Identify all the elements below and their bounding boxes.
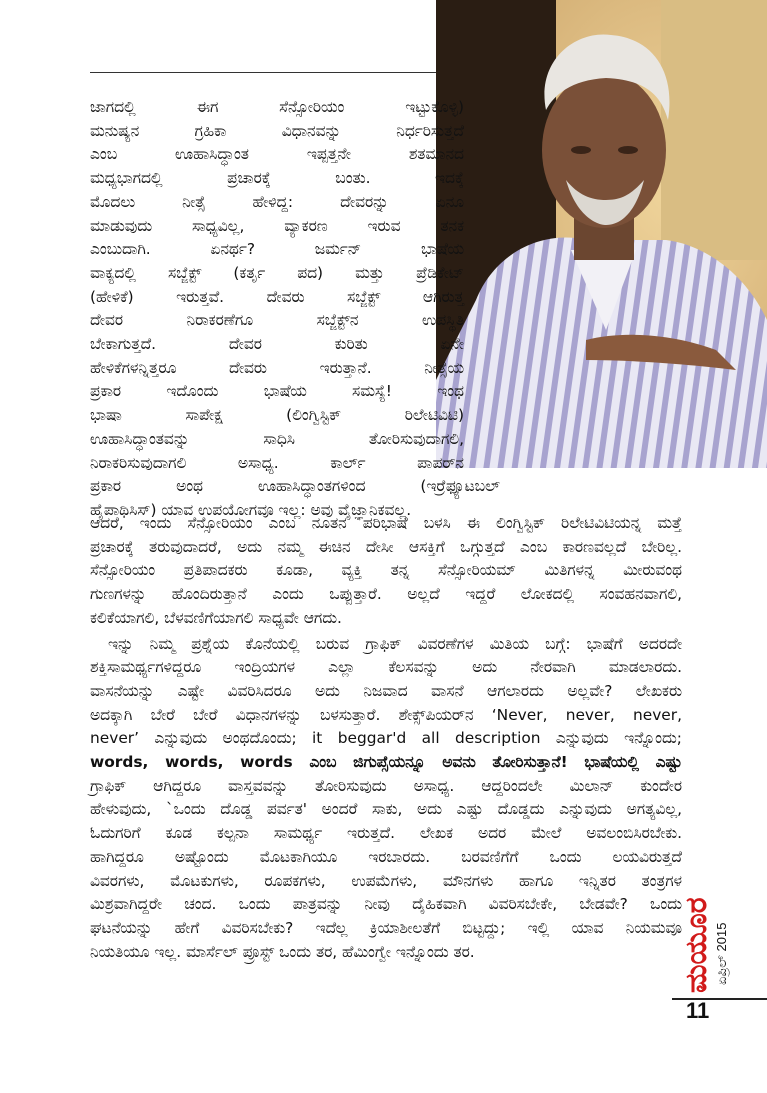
header-rule bbox=[90, 72, 460, 73]
article-line: ಹೈಪಾಥಿಸಿಸ್) ಯಾವ ಉಪಯೋಗವೂ ಇಲ್ಲ: ಅವು ವೈಜ್ಞಾನಿಕವಲ್ಲ. bbox=[90, 500, 412, 519]
article-line: ಅದಕ್ಕಾಗಿ ಬೇರೆ ಬೇರೆ ವಿಧಾನಗಳನ್ನು ಬಳಸುತ್ತಾರೆ. ಶೇಕ್ಸ್‌ಪಿಯರ್‌ನ ‘Never, never, never, bbox=[90, 705, 682, 724]
article-line: ಮಿಶ್ರವಾಗಿದ್ದರೇ ಚಂದ. ಒಂದು ಪಾತ್ರವನ್ನು ನೀವು ದೈಹಿಕವಾಗಿ ವಿವರಿಸಬೇಕೇ, ಬೇಡವೇ? ಒಂದು bbox=[90, 895, 682, 914]
article-line: ಹಾಗಿದ್ದರೂ ಅಷ್ಟೊಂದು ಮೊಟಕಾಗಿಯೂ ಇರಬಾರದು. ಬರವಣಿಗೆಗೆ ಒಂದು ಲಯವಿರುತ್ತದೆ bbox=[90, 847, 682, 866]
article-line: ಹೇಳುವುದು, `ಒಂದು ದೊಡ್ಡ ಪರ್ವತ' ಅಂದರೆ ಸಾಕು, ಅದು ಎಷ್ಟು ದೊಡ್ಡದು ಎನ್ನುವುದು ಅಗತ್ಯವಿಲ್ಲ, bbox=[90, 800, 682, 819]
article-line: ಪ್ರಕಾರ ಅಂಥ ಊಹಾಸಿದ್ಧಾಂತಗಳಿಂದ (ಇರ್ರೆಫ್ಯೂಟಬಲ್ bbox=[90, 477, 500, 496]
article-line: ವಿವರಗಳು, ಮೊಟಕುಗಳು, ರೂಪಕಗಳು, ಉಪಮೆಗಳು, ಮೌನಗಳು ಹಾಗೂ ಇನ್ನಿತರ ತಂತ್ರಗಳ bbox=[90, 871, 682, 890]
article-line: ಇನ್ನು ನಿಮ್ಮ ಪ್ರಶ್ನೆಯ ಕೊನೆಯಲ್ಲಿ ಬರುವ ಗ್ರಾಫಿಕ್ ವಿವರಣೆಗಳ ಮಿತಿಯ ಬಗ್ಗೆ: ಭಾಷೆಗೆ ಅದರದೇ bbox=[108, 634, 682, 653]
article-line: ವಾಸನೆಯನ್ನು ಎಷ್ಟೇ ವಿವರಿಸಿದರೂ ಅದು ನಿಜವಾದ ವಾಸನೆ ಆಗಲಾರದು ಅಲ್ಲವೇ? ಲೇಖಕರು bbox=[90, 681, 682, 700]
article-line: ವಾಕ್ಯದಲ್ಲಿ ಸಬ್ಜೆಕ್ಟ್ (ಕರ್ತೃ ಪದ) ಮತ್ತು ಪ್ರೆಡಿಕೇಟ್ bbox=[90, 263, 464, 282]
article-line: ಮನುಷ್ಯನ ಗ್ರಹಿಕಾ ವಿಧಾನವನ್ನು ನಿರ್ಧರಿಸುತ್ತದೆ bbox=[90, 121, 464, 140]
article-line: ಪ್ರಚಾರಕ್ಕೆ ತರುವುದಾದರೆ, ಅದು ನಮ್ಮ ಈಚಿನ ದೇಸೀ ಆಸಕ್ತಿಗೆ ಒಗ್ಗುತ್ತದೆ ಎಂಬ ಕಾರಣವಲ್ಲದೆ ಬೇರಿಲ್ಲ. bbox=[90, 537, 682, 556]
article-line: ಆದರೆ, ಇಂದು ಸೆನ್ಸೋರಿಯಂ ಎಂಬ ನೂತನ ಪರಿಭಾಷೆ ಬಳಸಿ ಈ ಲಿಂಗ್ವಿಸ್ಟಿಕ್ ರಿಲೇಟಿವಿಟಿಯನ್ನ ಮತ್ತೆ bbox=[90, 514, 682, 532]
article-line: ಜಾಗದಲ್ಲಿ ಈಗ ಸೆನ್ಸೋರಿಯಂ ಇಟ್ಟುಕೊಳ್ಳಿ) bbox=[90, 98, 464, 116]
article-line: ನಿಯತಿಯೂ ಇಲ್ಲ. ಮಾರ್ಸೆಲ್ ಪ್ರೂಸ್ಟ್ ಒಂದು ತರ, ಹೆಮಿಂಗ್ವೇ ಇನ್ನೊಂದು ತರ. bbox=[90, 942, 475, 961]
magazine-name: ಮಯೂರ bbox=[679, 897, 714, 993]
article-line: never’ ಎನ್ನುವುದು ಅಂಥದೊಂದು; it beggar'd all description ಎನ್ನುವುದು ಇನ್ನೊಂದು; bbox=[90, 729, 682, 748]
article-line: ಎಂಬುದಾಗಿ. ಏನರ್ಥ? ಜರ್ಮನ್ ಭಾಷೆಯ bbox=[90, 240, 464, 259]
article-line: (ಹೇಳಿಕೆ) ಇರುತ್ತವೆ. ದೇವರು ಸಬ್ಜೆಕ್ಟ್ ಆಗಿರುತ್ತ bbox=[90, 287, 464, 306]
article-line: ಪ್ರಕಾರ ಇದೊಂದು ಭಾಷೆಯ ಸಮಸ್ಯೆ! ಇಂಥ bbox=[90, 382, 464, 401]
portrait-photo bbox=[436, 0, 767, 468]
article-line: ಸೆನ್ಸೋರಿಯಂ ಪ್ರತಿಪಾದಕರು ಕೂಡಾ, ವ್ಯಕ್ತಿ ತನ್ನ ಸೆನ್ಸೋರಿಯಮ್ ಮಿತಿಗಳನ್ನ ಮೀರುವಂಥ bbox=[90, 561, 682, 580]
article-column-wide bbox=[90, 512, 682, 964]
article-column-narrow bbox=[90, 96, 500, 523]
article-line: ಹೇಳಿಕೆಗಳನ್ನಿತ್ತರೂ ದೇವರು ಇರುತ್ತಾನೆ. ನೀತ್ಸೆಯ bbox=[90, 358, 464, 377]
article-line: ಮೊದಲು ನೀತ್ಸೆ ಹೇಳಿದ್ದ: ದೇವರನ್ನು ಏನೂ bbox=[90, 192, 464, 211]
article-line: ಮಾಡುವುದು ಸಾಧ್ಯವಿಲ್ಲ, ವ್ಯಾಕರಣ ಇರುವ ತನಕ bbox=[90, 216, 464, 235]
article-line: ಗ್ರಾಫಿಕ್ ಆಗಿದ್ದರೂ ವಾಸ್ತವವನ್ನು ತೋರಿಸುವುದು ಅಸಾಧ್ಯ. ಆದ್ದರಿಂದಲೇ ಮಿಲಾನ್ ಕುಂದೇರ bbox=[90, 776, 682, 795]
article-line: ಭಾಷಾ ಸಾಪೇಕ್ಷ (ಲಿಂಗ್ವಿಸ್ಟಿಕ್ ರಿಲೇಟಿವಿಟಿ) bbox=[90, 406, 464, 425]
article-line: ಬೇಕಾಗುತ್ತದೆ. ದೇವರ ಕುರಿತು ಏನೇ bbox=[90, 335, 464, 354]
issue-date-text: ಏಪ್ರಿಲ್ 2015 bbox=[714, 922, 729, 985]
article-line: words, words, words ಎಂಬ ಜಿಗುಪ್ಸೆಯನ್ನೂ ಅವನು ತೋರಿಸುತ್ತಾನೆ! ಭಾಷೆಯಲ್ಲಿ ಎಷ್ಟು bbox=[90, 753, 682, 772]
article-line: ದೇವರ ನಿರಾಕರಣೆಗೂ ಸಬ್ಜೆಕ್ಟ್‌ನ ಉಪಸ್ಥಿತಿ bbox=[90, 311, 464, 330]
article-line: ನಿರಾಕರಿಸುವುದಾಗಲಿ ಅಸಾಧ್ಯ. ಕಾರ್ಲ್ ಪಾಪರ್‌ನ bbox=[90, 453, 464, 472]
article-line: ಮಧ್ಯಭಾಗದಲ್ಲಿ ಪ್ರಚಾರಕ್ಕೆ ಬಂತು. ಇದಕ್ಕೆ bbox=[90, 169, 464, 188]
article-line: ಶಕ್ತಿಸಾಮರ್ಥ್ಯಗಳಿದ್ದರೂ ಇಂದ್ರಿಯಗಳ ಎಲ್ಲಾ ಕೆಲಸವನ್ನು ಅದು ನೇರವಾಗಿ ಮಾಡಲಾರದು. bbox=[90, 658, 682, 677]
magazine-sidebar bbox=[679, 805, 740, 995]
article-line: ಓದುಗರಿಗೆ ಕೂಡ ಕಲ್ಪನಾ ಸಾಮರ್ಥ್ಯ ಇರುತ್ತದೆ. ಲೇಖಕ ಅದರ ಮೇಲೆ ಅವಲಂಬಿಸಿರಬೇಕು. bbox=[90, 824, 682, 843]
article-line: ಕಲಿಕೆಯಾಗಲಿ, ಬೆಳವಣಿಗೆಯಾಗಲಿ ಸಾಧ್ಯವೇ ಆಗದು. bbox=[90, 608, 342, 627]
issue-date bbox=[714, 805, 734, 995]
page-number: 11 bbox=[686, 998, 710, 1023]
article-line: ಗುಣಗಳನ್ನು ಹೊಂದಿರುತ್ತಾನೆ ಎಂದು ಒಪ್ಪುತ್ತಾರೆ. ಅಲ್ಲದೆ ಇದ್ದರೆ ಲೋಕದಲ್ಲಿ ಸಂವಹನವಾಗಲಿ, bbox=[90, 585, 682, 604]
article-line: ಎಂಬ ಊಹಾಸಿದ್ಧಾಂತ ಇಪ್ಪತ್ತನೇ ಶತಮಾನದ bbox=[90, 145, 464, 164]
article-line: ಘಟನೆಯನ್ನು ಹೇಗೆ ವಿವರಿಸಬೇಕು? ಇದೆಲ್ಲ ಕ್ರಿಯಾಶೀಲತೆಗೆ ಬಿಟ್ಟದ್ದು; ಇಲ್ಲಿ ಯಾವ ನಿಯಮವೂ bbox=[90, 918, 682, 937]
article-line: ಊಹಾಸಿದ್ಧಾಂತವನ್ನು ಸಾಧಿಸಿ ತೋರಿಸುವುದಾಗಲಿ, bbox=[90, 429, 464, 448]
